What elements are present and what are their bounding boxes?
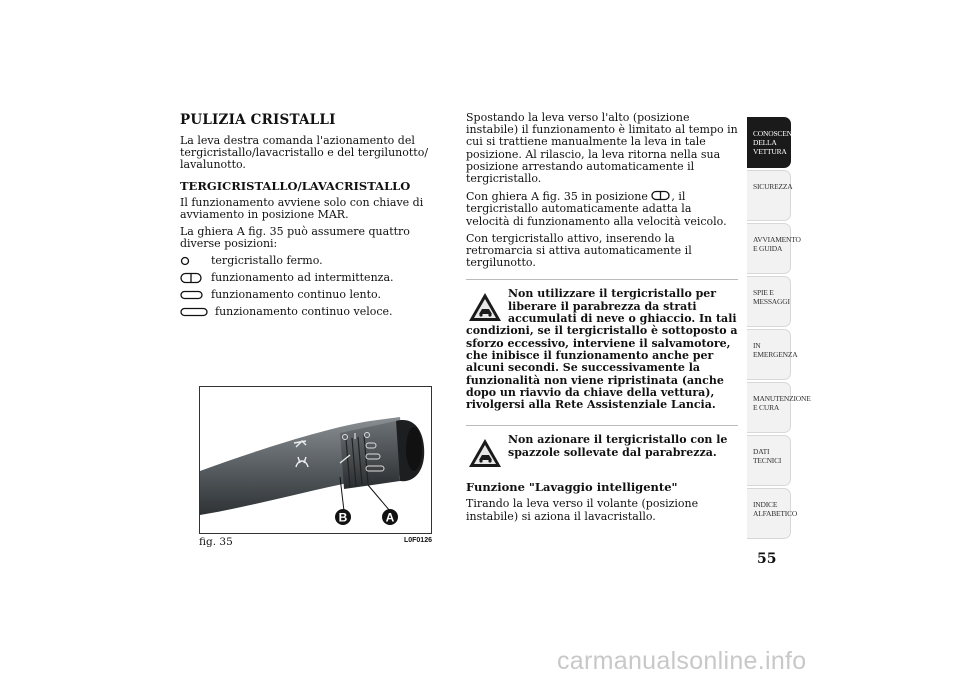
warning-box — [466, 425, 738, 468]
tab-conoscenza-della-vettura[interactable]: CONOSCENZA DELLA VETTURA — [747, 117, 791, 168]
subsection-title: Funzione "Lavaggio intelligente" — [466, 480, 678, 495]
figure-label-a: A — [385, 510, 395, 525]
tab-spie-e-messaggi[interactable]: SPIE E MESSAGGI — [747, 276, 791, 327]
tab-avviamento-e-guida[interactable]: AVVIAMENTO E GUIDA — [747, 223, 791, 274]
watermark: carmanualsonline.info — [557, 647, 807, 675]
tab-in-emergenza[interactable]: IN EMERGENZA — [747, 329, 791, 380]
intro-paragraph: La leva destra comanda l'azionamento del tergicristallo/lavacristallo e del tergilunotto/ lavalunotto. — [180, 134, 429, 172]
mode-item-off: tergicristallo fermo. — [180, 255, 450, 267]
mode-item-intermittent: funzionamento ad intermittenza. — [180, 272, 450, 284]
figure-wiper-stalk — [199, 386, 432, 534]
figure-code: L0F0126 — [403, 537, 432, 544]
tab-sicurezza[interactable]: SICUREZZA — [747, 170, 791, 221]
paragraph: Con tergicristallo attivo, inserendo la retromarcia si attiva automaticamente il tergilunotto. — [466, 231, 692, 270]
right-column — [466, 112, 738, 528]
warning-text-rest: condizioni, se il tergicristallo è sottoposto a sforzo eccessivo, interviene il salvamotore, che inibisce il funzionamento anche per alcuni secondi. Se successivamente la funzionalità non viene ripristinata (anche dopo un riavvio da chiave della vettura), rivolgersi alla Rete Assistenziale Lancia. — [466, 324, 738, 412]
paragraph: La ghiera A fig. 35 può assumere quattro diverse posizioni: — [180, 225, 410, 251]
warning-icon — [468, 438, 502, 468]
figure-caption — [199, 536, 432, 548]
paragraph: Spostando la leva verso l'alto (posizione instabile) il funzionamento è limitato al tempo in cui si trattiene manualmente la leva in tale posizione. Al rilascio, la leva ritorna nella sua posizione arrestando automaticamente il tergicristallo. — [466, 111, 738, 186]
tab-manutenzione-e-cura[interactable]: MANUTENZIONE E CURA — [747, 382, 791, 433]
subsection-title: TERGICRISTALLO/LAVACRISTALLO — [180, 178, 411, 193]
wiper-fast-icon — [180, 306, 210, 318]
paragraph-auto-mode: Con ghiera A fig. 35 in posizione , il tergicristallo automaticamente adatta la velocità di funzionamento alla velocità veicolo. — [466, 190, 727, 228]
warning-icon — [468, 292, 502, 322]
paragraph: Tirando la leva verso il volante (posizione instabile) si aziona il lavacristallo. — [466, 497, 699, 523]
figure-label-b: B — [338, 510, 348, 525]
wiper-off-icon — [180, 255, 206, 267]
wiper-intermittent-icon — [180, 272, 206, 284]
warning-text: Non azionare il tergicristallo con le spazzole sollevate dal parabrezza. — [508, 433, 728, 459]
wiper-auto-icon — [651, 190, 671, 201]
tab-dati-tecnici[interactable]: DATI TECNICI — [747, 435, 791, 486]
tab-indice-alfabetico[interactable]: INDICE ALFABETICO — [747, 488, 791, 539]
warning-text-first: Non utilizzare il tergicristallo per liberare il parabrezza da strati accumulati di neve o ghiaccio. In tali — [508, 287, 737, 326]
mode-item-fast: funzionamento continuo veloce. — [180, 306, 450, 318]
chapter-sidebar — [747, 117, 811, 541]
page-number: 55 — [757, 551, 777, 567]
mode-item-slow: funzionamento continuo lento. — [180, 289, 450, 301]
section-title: PULIZIA CRISTALLI — [180, 112, 336, 128]
figure-number: fig. 35 — [199, 536, 233, 548]
left-column — [180, 112, 450, 323]
wiper-slow-icon — [180, 289, 206, 301]
wiper-stalk-illustration — [200, 387, 431, 533]
warning-box — [466, 279, 738, 411]
paragraph: Il funzionamento avviene solo con chiave di avviamento in posizione MAR. — [180, 195, 424, 221]
